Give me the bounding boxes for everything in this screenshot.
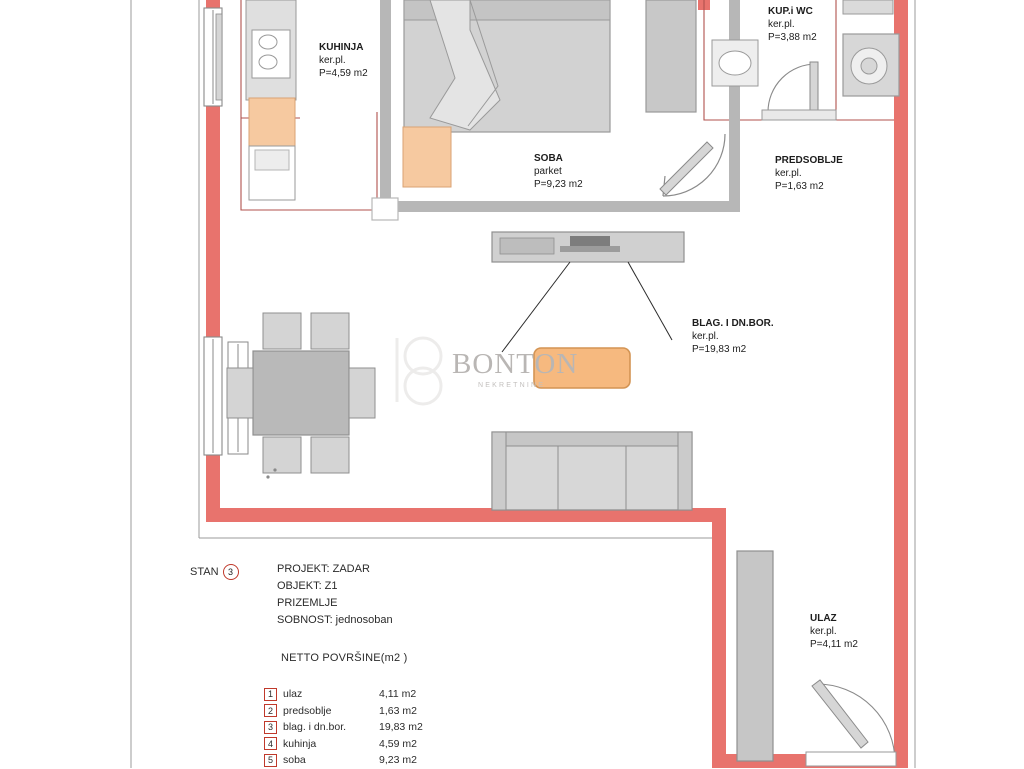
kitchen-fittings [246, 0, 296, 200]
room-label-ulaz-name: ULAZ [810, 613, 837, 624]
furniture-bed [404, 0, 610, 132]
room-label-soba-area: P=9,23 m2 [534, 179, 583, 190]
area-index: 3 [264, 721, 277, 734]
room-label-kuhinja-name: KUHINJA [319, 42, 364, 53]
area-index: 1 [264, 688, 277, 701]
area-index: 2 [264, 704, 277, 717]
watermark-text: BONTON [452, 348, 579, 380]
area-value: 4,11 m2 [379, 688, 417, 700]
room-label-predsoblje-area: P=1,63 m2 [775, 181, 824, 192]
room-label-kupaonica-floor: ker.pl. [768, 19, 795, 30]
stan-number: 3 [223, 564, 239, 580]
netto-areas-title: NETTO POVRŠINE(m2 ) [281, 652, 408, 664]
area-value: 19,83 m2 [379, 721, 423, 733]
stan-marker [190, 564, 239, 580]
room-label-predsoblje-name: PREDSOBLJE [775, 155, 843, 166]
area-value: 9,23 m2 [379, 754, 417, 766]
project-line-4: SOBNOST: jednosoban [277, 614, 393, 626]
room-label-soba-floor: parket [534, 166, 562, 177]
room-label-kupaonica-name: KUP.i WC [768, 6, 813, 17]
area-index: 5 [264, 754, 277, 767]
table-row [264, 719, 443, 736]
table-row [264, 752, 443, 769]
project-info [277, 561, 393, 629]
area-name: kuhinja [283, 737, 317, 750]
project-line-2: OBJEKT: Z1 [277, 580, 338, 592]
furniture-tv-unit [492, 232, 684, 262]
furniture-wardrobe [646, 0, 696, 112]
stan-label: STAN [190, 566, 219, 578]
furniture-entry-closet [737, 551, 773, 761]
project-line-3: PRIZEMLJE [277, 597, 338, 609]
room-label-kupaonica-area: P=3,88 m2 [768, 32, 817, 43]
project-line-1: PROJEKT: ZADAR [277, 563, 370, 575]
furniture-sofa [492, 432, 692, 510]
room-label-ulaz-area: P=4,11 m2 [810, 639, 858, 650]
table-row [264, 703, 443, 720]
netto-areas-table [264, 686, 443, 769]
threshold-bathroom [762, 110, 836, 120]
room-label-ulaz-floor: ker.pl. [810, 626, 837, 637]
watermark-subtext: NEKRETNINE [478, 382, 546, 389]
table-row [264, 686, 443, 703]
room-label-kuhinja-area: P=4,59 m2 [319, 68, 368, 79]
area-name: predsoblje [283, 704, 332, 717]
room-label-blagovaonica-floor: ker.pl. [692, 331, 719, 342]
area-name: ulaz [283, 688, 303, 700]
room-label-kuhinja-floor: ker.pl. [319, 55, 346, 66]
table-row [264, 736, 443, 753]
window-upper-left [204, 8, 222, 106]
room-label-predsoblje-floor: ker.pl. [775, 168, 802, 179]
area-value: 4,59 m2 [379, 737, 417, 750]
room-label-blagovaonica-area: P=19,83 m2 [692, 344, 747, 355]
entry-threshold [806, 752, 896, 766]
area-index: 4 [264, 737, 277, 750]
area-name: soba [283, 754, 306, 766]
room-label-blagovaonica-name: BLAG. I DN.BOR. [692, 318, 774, 329]
area-name: blag. i dn.bor. [283, 721, 347, 733]
door-leaf-bathroom [810, 62, 818, 112]
furniture-nightstand [403, 127, 451, 187]
room-label-soba-name: SOBA [534, 153, 563, 164]
area-value: 1,63 m2 [379, 704, 417, 717]
